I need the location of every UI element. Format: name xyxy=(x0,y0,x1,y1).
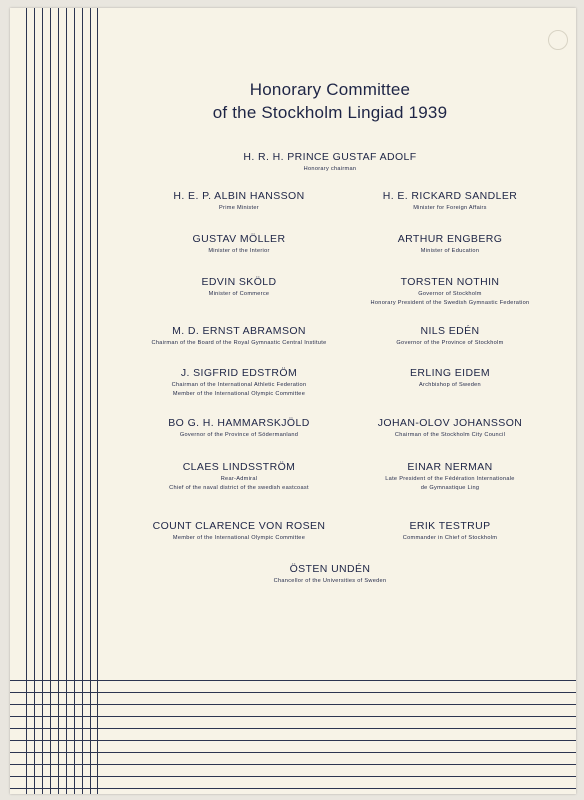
member-name: ERIK TESTRUP xyxy=(409,520,491,532)
member-role: Minister of Education xyxy=(420,248,480,254)
member-role: Member of the International Olympic Committee xyxy=(172,535,306,541)
chairman-entry xyxy=(200,150,460,173)
member-name: EINAR NERMAN xyxy=(407,461,493,473)
title-line-2: of the Stockholm Lingiad 1939 xyxy=(212,103,448,122)
horizontal-rules xyxy=(10,680,576,794)
member-role: Member of the International Olympic Committee xyxy=(172,391,306,397)
member-name: EDVIN SKÖLD xyxy=(201,276,277,288)
member-role: Minister for Foreign Affairs xyxy=(413,205,487,211)
member-entry xyxy=(120,232,358,255)
member-role: Prime Minister xyxy=(219,205,259,211)
member-role: Minister of Commerce xyxy=(208,291,270,297)
document-title xyxy=(180,78,480,124)
member-name: COUNT CLARENCE VON ROSEN xyxy=(152,520,326,532)
member-role: Late President of the Fédération Internationale xyxy=(385,476,515,482)
chairman-role: Honorary chairman xyxy=(303,166,357,172)
member-role: Governor of the Province of Södermanland xyxy=(179,432,299,438)
final-name: ÖSTEN UNDÉN xyxy=(289,563,371,575)
member-entry xyxy=(120,460,358,492)
member-name: H. E. P. ALBIN HANSSON xyxy=(173,190,305,202)
member-name: JOHAN-OLOV JOHANSSON xyxy=(377,417,523,429)
member-role: Commander in Chief of Stockholm xyxy=(402,535,498,541)
member-name: GUSTAV MÖLLER xyxy=(192,233,286,245)
member-name: ERLING EIDEM xyxy=(409,367,491,379)
member-role: Governor of the Province of Stockholm xyxy=(396,340,504,346)
member-entry xyxy=(120,189,358,212)
member-role: Rear-Admiral xyxy=(220,476,258,482)
title-line-1: Honorary Committee xyxy=(249,80,411,99)
member-name: H. E. RICKARD SANDLER xyxy=(382,190,518,202)
chairman-name: H. R. H. PRINCE GUSTAF ADOLF xyxy=(243,151,417,163)
final-entry xyxy=(200,562,460,585)
member-role: Chief of the naval district of the swedish eastcoast xyxy=(169,485,309,491)
member-name: BO G. H. HAMMARSKJÖLD xyxy=(168,417,310,429)
member-entry xyxy=(120,324,358,347)
member-role: Archbishop of Sweden xyxy=(419,382,481,388)
member-entry xyxy=(120,416,358,439)
member-entry xyxy=(350,189,550,212)
member-entry xyxy=(120,366,358,398)
member-name: J. SIGFRID EDSTRÖM xyxy=(180,367,298,379)
member-role: Chairman of the Board of the Royal Gymnastic Central Institute xyxy=(151,340,327,346)
document-page xyxy=(10,8,576,794)
member-entry xyxy=(120,275,358,298)
member-name: ARTHUR ENGBERG xyxy=(397,233,503,245)
member-entry xyxy=(350,460,550,492)
member-entry xyxy=(120,519,358,542)
member-name: CLAES LINDSSTRÖM xyxy=(182,461,296,473)
member-entry xyxy=(350,324,550,347)
vertical-rules xyxy=(26,8,98,794)
final-role: Chancellor of the Universities of Sweden xyxy=(273,578,387,584)
member-role: Chairman of the Stockholm City Council xyxy=(394,432,506,438)
member-role: Minister of the Interior xyxy=(208,248,270,254)
member-name: TORSTEN NOTHIN xyxy=(400,276,500,288)
member-name: M. D. ERNST ABRAMSON xyxy=(172,325,306,337)
member-role: Governor of Stockholm xyxy=(418,291,482,297)
member-entry xyxy=(350,416,550,439)
member-entry xyxy=(350,519,550,542)
member-name: NILS EDÉN xyxy=(420,325,480,337)
member-role: de Gymnastique Ling xyxy=(420,485,480,491)
member-entry xyxy=(350,232,550,255)
member-role: Honorary President of the Swedish Gymnastic Federation xyxy=(370,300,530,306)
paper-crease-mark xyxy=(548,30,568,50)
member-role: Chairman of the International Athletic Federation xyxy=(171,382,307,388)
member-entry xyxy=(350,366,550,389)
member-entry xyxy=(350,275,550,307)
